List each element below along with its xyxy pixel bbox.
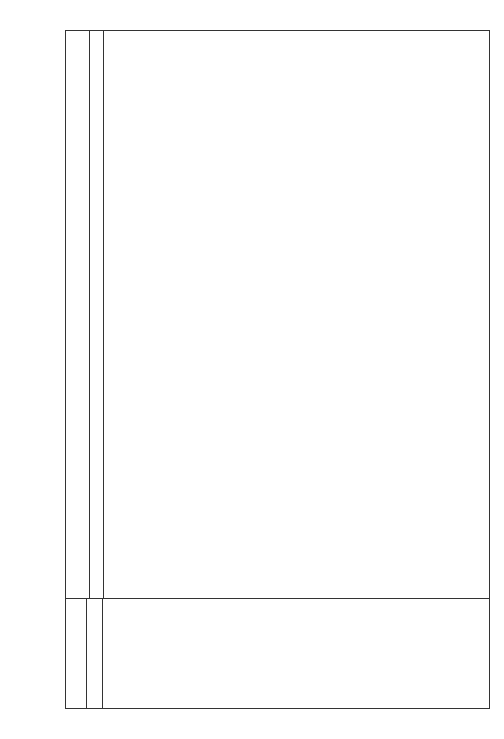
label-column xyxy=(65,598,490,709)
table-title xyxy=(65,599,87,709)
month-header-row xyxy=(89,30,104,599)
table-subtitle xyxy=(87,599,103,709)
climate-table xyxy=(65,30,490,709)
